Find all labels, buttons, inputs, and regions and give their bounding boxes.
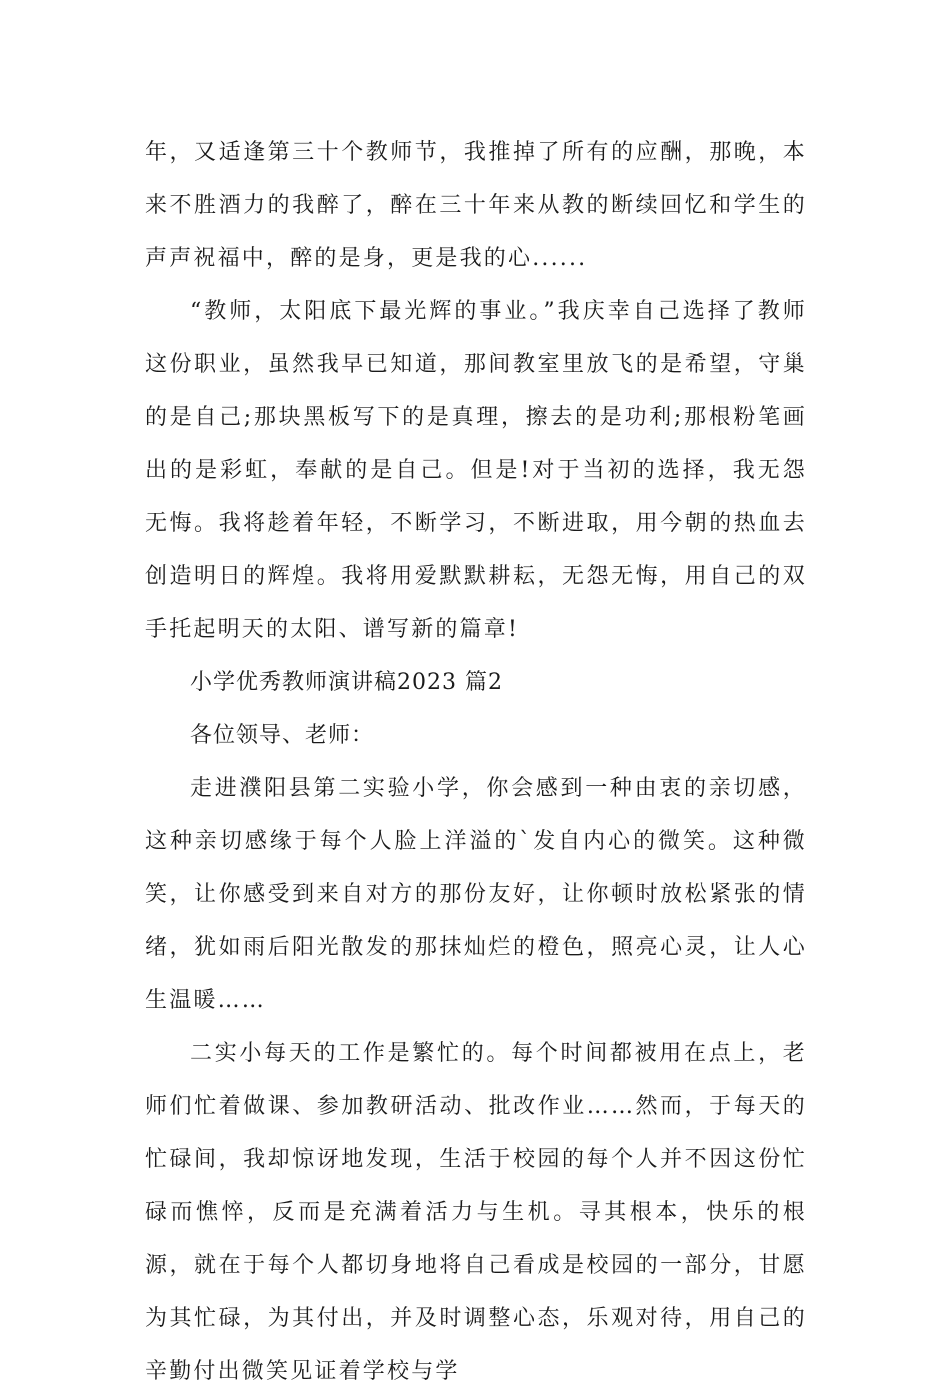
- salutation: 各位领导、老师：: [190, 723, 375, 748]
- section-heading: 小学优秀教师演讲稿2023 篇2: [190, 670, 503, 695]
- paragraph-teacher-career: “教师，太阳底下最光辉的事业。”我庆幸自己选择了教师这份职业，虽然我早已知道，那间教室里放飞的是希望，守巢的是自己;那块黑板写下的是真理，擦去的是功利;那根粉笔画出的是彩虹，奉献的是自己。但是!对于当初的选择，我无怨无悔。我将趁着年轻，不断学习，不断进取，用今朝的热血去创造明日的辉煌。我将用爱默默耕耘，无怨无悔，用自己的双手托起明天的太阳、谱写新的篇章!: [145, 299, 807, 642]
- paragraph-continuation: 年，又适逢第三十个教师节，我推掉了所有的应酬，那晚，本来不胜酒力的我醉了，醉在三十年来从教的断续回忆和学生的声声祝福中，醉的是身，更是我的心......: [145, 140, 807, 271]
- paragraph-daily-work: 二实小每天的工作是繁忙的。每个时间都被用在点上，老师们忙着做课、参加教研活动、批改作业……然而，于每天的忙碌间，我却惊讶地发现，生活于校园的每个人并不因这份忙碌而憔悴，反而是充满着活力与生机。寻其根本，快乐的根源，就在于每个人都切身地将自己看成是校园的一部分，甘愿为其忙碌，为其付出，并及时调整心态，乐观对待，用自己的辛勤付出微笑见证着学校与学: [145, 1041, 807, 1384]
- document-body: [145, 126, 807, 1398]
- paragraph-school-intro: 走进濮阳县第二实验小学，你会感到一种由衷的亲切感，这种亲切感缘于每个人脸上洋溢的`发自内心的微笑。这种微笑，让你感受到来自对方的那份友好，让你顿时放松紧张的情绪，犹如雨后阳光散发的那抹灿烂的橙色，照亮心灵，让人心生温暖……: [145, 776, 807, 1013]
